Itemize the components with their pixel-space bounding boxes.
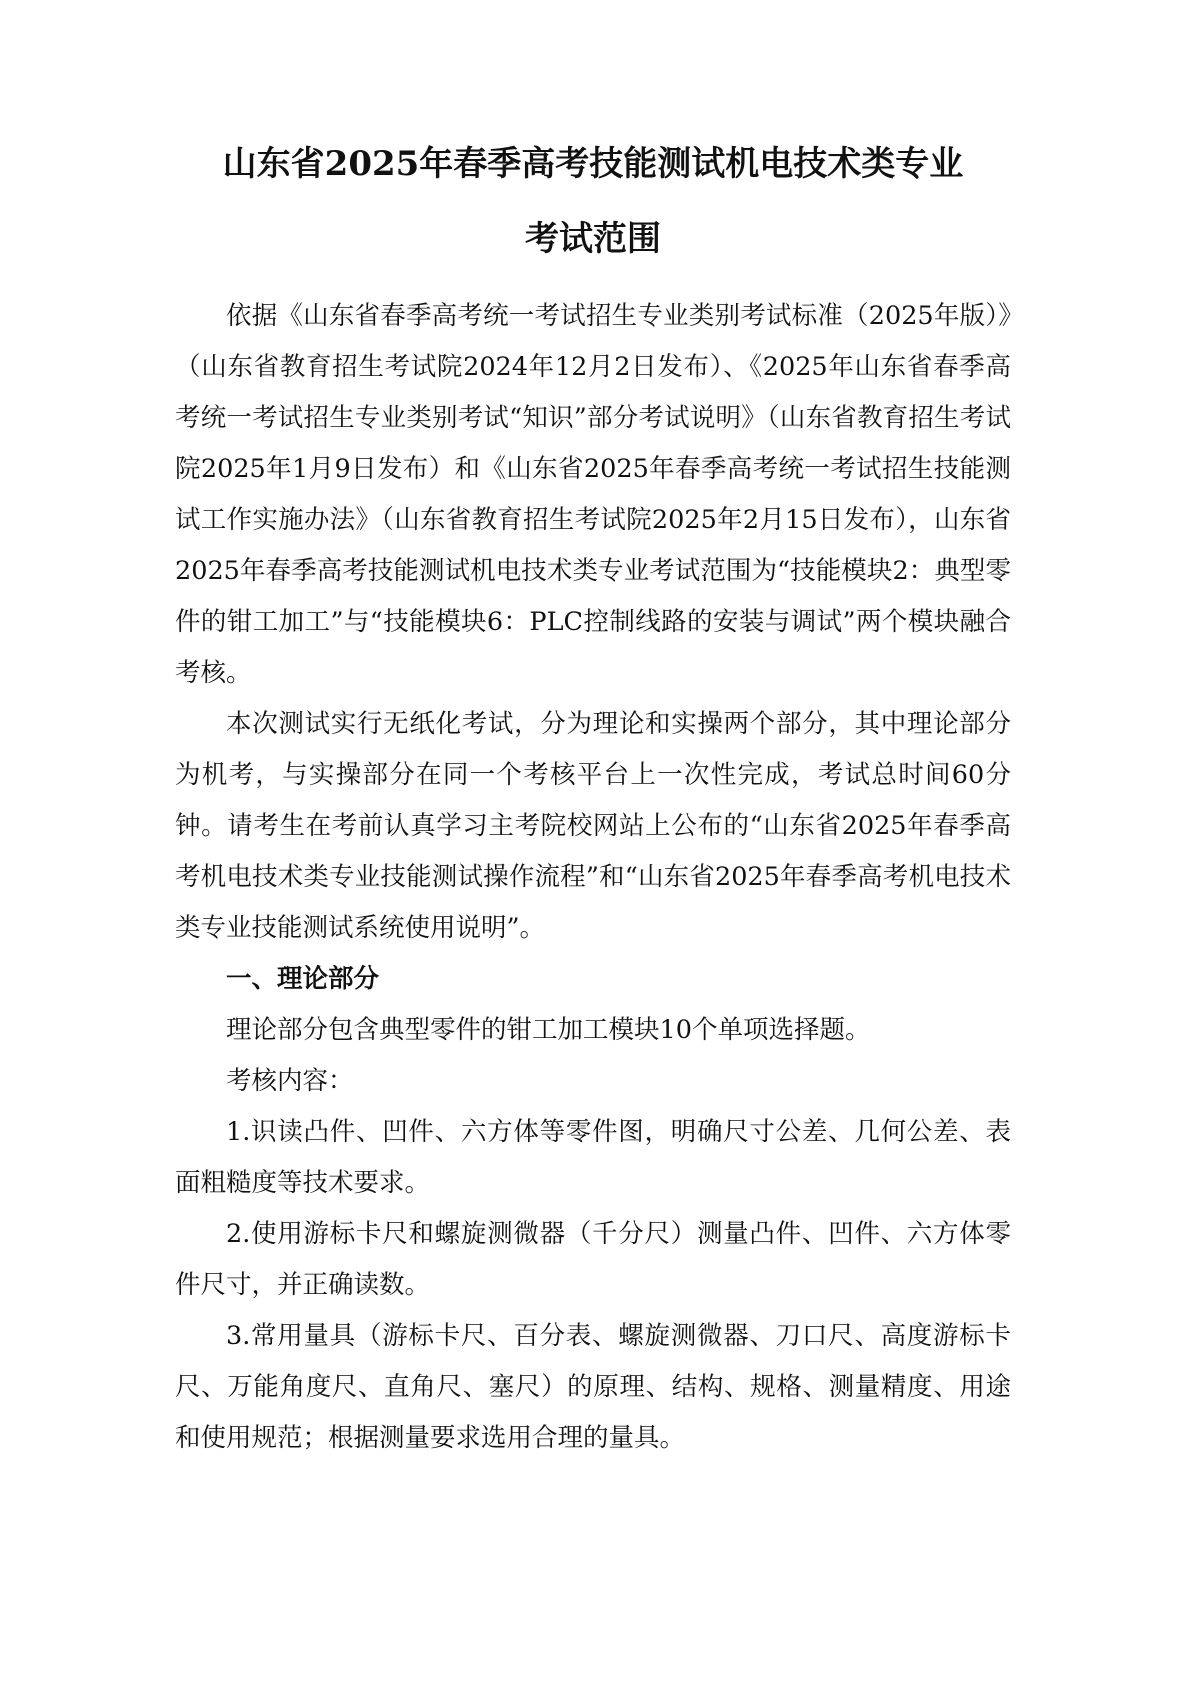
content-item-2: 2.使用游标卡尺和螺旋测微器（千分尺）测量凸件、凹件、六方体零件尺寸，并正确读数。 [175, 1219, 1011, 1300]
document-title-line-1: 山东省2025年春季高考技能测试机电技术类专业 [222, 144, 964, 184]
content-label: 考核内容： [226, 1066, 354, 1096]
section-heading-theory: 一、理论部分 [226, 964, 380, 994]
document-body [175, 291, 1011, 1464]
content-item-3: 3.常用量具（游标卡尺、百分表、螺旋测微器、刀口尺、高度游标卡尺、万能角度尺、直角尺、塞尺）的原理、结构、规格、测量精度、用途和使用规范；根据测量要求选用合理的量具。 [175, 1321, 1011, 1453]
content-item-1: 1.识读凸件、凹件、六方体等零件图，明确尺寸公差、几何公差、表面粗糙度等技术要求。 [175, 1117, 1011, 1198]
exam-format-paragraph: 本次测试实行无纸化考试，分为理论和实操两个部分，其中理论部分为机考，与实操部分在同一个考核平台上一次性完成，考试总时间60分钟。请考生在考前认真学习主考院校网站上公布的“山东省2025年春季高考机电技术类专业技能测试操作流程”和“山东省2025年春季高考机电技术类专业技能测试系统使用说明”。 [175, 709, 1011, 943]
document-title-line-2: 考试范围 [525, 219, 661, 259]
theory-summary: 理论部分包含典型零件的钳工加工模块10个单项选择题。 [226, 1015, 871, 1045]
intro-paragraph: 依据《山东省春季高考统一考试招生专业类别考试标准（2025年版）》（山东省教育招生考试院2024年12月2日发布）、《2025年山东省春季高考统一考试招生专业类别考试“知识”部分考试说明》（山东省教育招生考试院2025年1月9日发布）和《山东省2025年春季高考统一考试招生技能测试工作实施办法》（山东省教育招生考试院2025年2月15日发布），山东省2025年春季高考技能测试机电技术类专业考试范围为“技能模块2：典型零件的钳工加工”与“技能模块6：PLC控制线路的安装与调试”两个模块融合考核。 [175, 301, 1011, 688]
